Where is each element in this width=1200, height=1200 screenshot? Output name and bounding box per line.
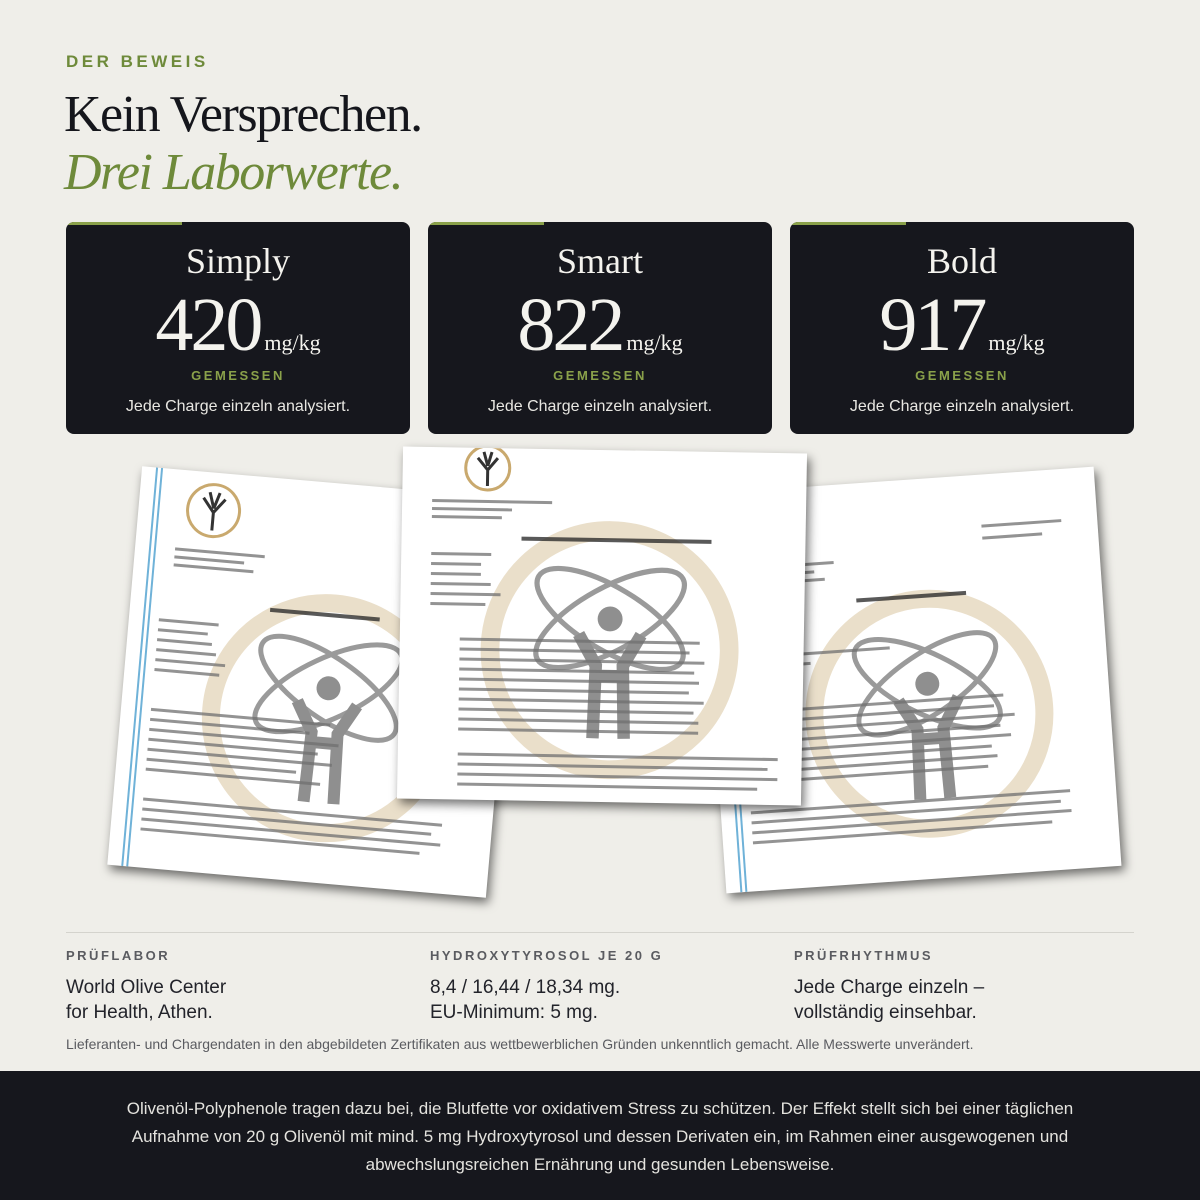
card-note: Jede Charge einzeln analysiert. [849, 398, 1075, 415]
card-measured-label: GEMESSEN [553, 368, 647, 383]
certificate-text-line [157, 638, 212, 646]
fact-label: HYDROXYTYROSOL JE 20 G [430, 948, 664, 963]
card-value-unit: mg/kg [626, 330, 683, 355]
certificate-border [126, 468, 163, 867]
card-note: Jede Charge einzeln analysiert. [125, 398, 351, 415]
card-value [790, 282, 1134, 369]
card-name: Bold [926, 241, 997, 281]
card-value-unit: mg/kg [264, 330, 321, 355]
fact-lab [66, 948, 226, 1025]
certificate-border [121, 467, 158, 866]
card-name: Smart [557, 241, 643, 281]
headline-line-1: Kein Versprechen. [64, 86, 422, 143]
footer-text: Olivenöl-Polyphenole tragen dazu bei, die Blutfette vor oxidativem Stress zu schützen. Der Effekt stellt sich bei einer täglichen Aufnahme von 20 g Olivenöl mit mind. 5 mg Hydroxytyrosol und dessen Derivaten ein, im Rahmen einer ausgewogenen und abwechslungsreichen Ernährung und gesunden Lebensweise. [126, 1099, 1074, 1174]
card-value-number: 420 [155, 283, 261, 367]
card-value [66, 282, 410, 369]
card-smart [428, 222, 772, 434]
certificate-text-line [432, 499, 552, 504]
fact-text: 8,4 / 16,44 / 18,34 mg. EU-Minimum: 5 mg. [430, 977, 621, 1023]
world-olive-center-logo [452, 447, 523, 494]
certificate-text-line [431, 572, 481, 576]
card-value-number: 822 [517, 283, 623, 367]
fact-text: World Olive Center for Health, Athen. [66, 977, 227, 1023]
card-accent-bar [790, 222, 906, 225]
card-simply [66, 222, 410, 434]
footer-health-claim [0, 1071, 1200, 1200]
headline-line-2: Drei Laborwerte. [64, 144, 403, 201]
certificate-text-line [981, 519, 1061, 528]
certificate-text-line [174, 555, 244, 564]
card-measured-label: GEMESSEN [191, 368, 285, 383]
disclaimer: Lieferanten- und Chargendaten in den abgebildeten Zertifikaten aus wettbewerblichen Gründen unkenntlich gemacht. Alle Messwerte unverändert. [66, 1036, 974, 1052]
card-accent-bar [428, 222, 544, 225]
fact-rhythm [794, 948, 984, 1025]
certificate-center [397, 447, 807, 806]
certificate-text-line [432, 507, 512, 511]
card-value [428, 282, 772, 369]
certificate-text-line [431, 582, 491, 586]
world-olive-center-logo [176, 478, 251, 544]
certificate-text-line [982, 532, 1042, 539]
fact-hydroxytyrosol [430, 948, 663, 1025]
certificate-text-line [457, 782, 757, 790]
fact-label: PRÜFLABOR [66, 948, 171, 963]
card-name: Simply [185, 241, 291, 281]
certificate-text-line [431, 562, 481, 566]
card-value-number: 917 [879, 283, 985, 367]
eyebrow: DER BEWEIS [66, 52, 209, 71]
card-value-unit: mg/kg [988, 330, 1045, 355]
fact-text: Jede Charge einzeln – vollständig einsehbar. [794, 977, 985, 1023]
certificate-text-line [431, 592, 501, 596]
headline [64, 86, 422, 202]
card-note: Jede Charge einzeln analysiert. [487, 398, 713, 415]
card-bold [790, 222, 1134, 434]
certificate-images [0, 440, 1200, 940]
certificate-text-line [431, 552, 491, 556]
certificate-text-line [158, 628, 208, 635]
card-accent-bar [66, 222, 182, 225]
certificate-text-line [432, 515, 502, 519]
fact-label: PRÜFRHYTHMUS [794, 948, 934, 963]
card-measured-label: GEMESSEN [915, 368, 1009, 383]
certificate-text-line [430, 602, 485, 606]
divider [66, 932, 1134, 933]
certificate-text-line [174, 563, 254, 573]
